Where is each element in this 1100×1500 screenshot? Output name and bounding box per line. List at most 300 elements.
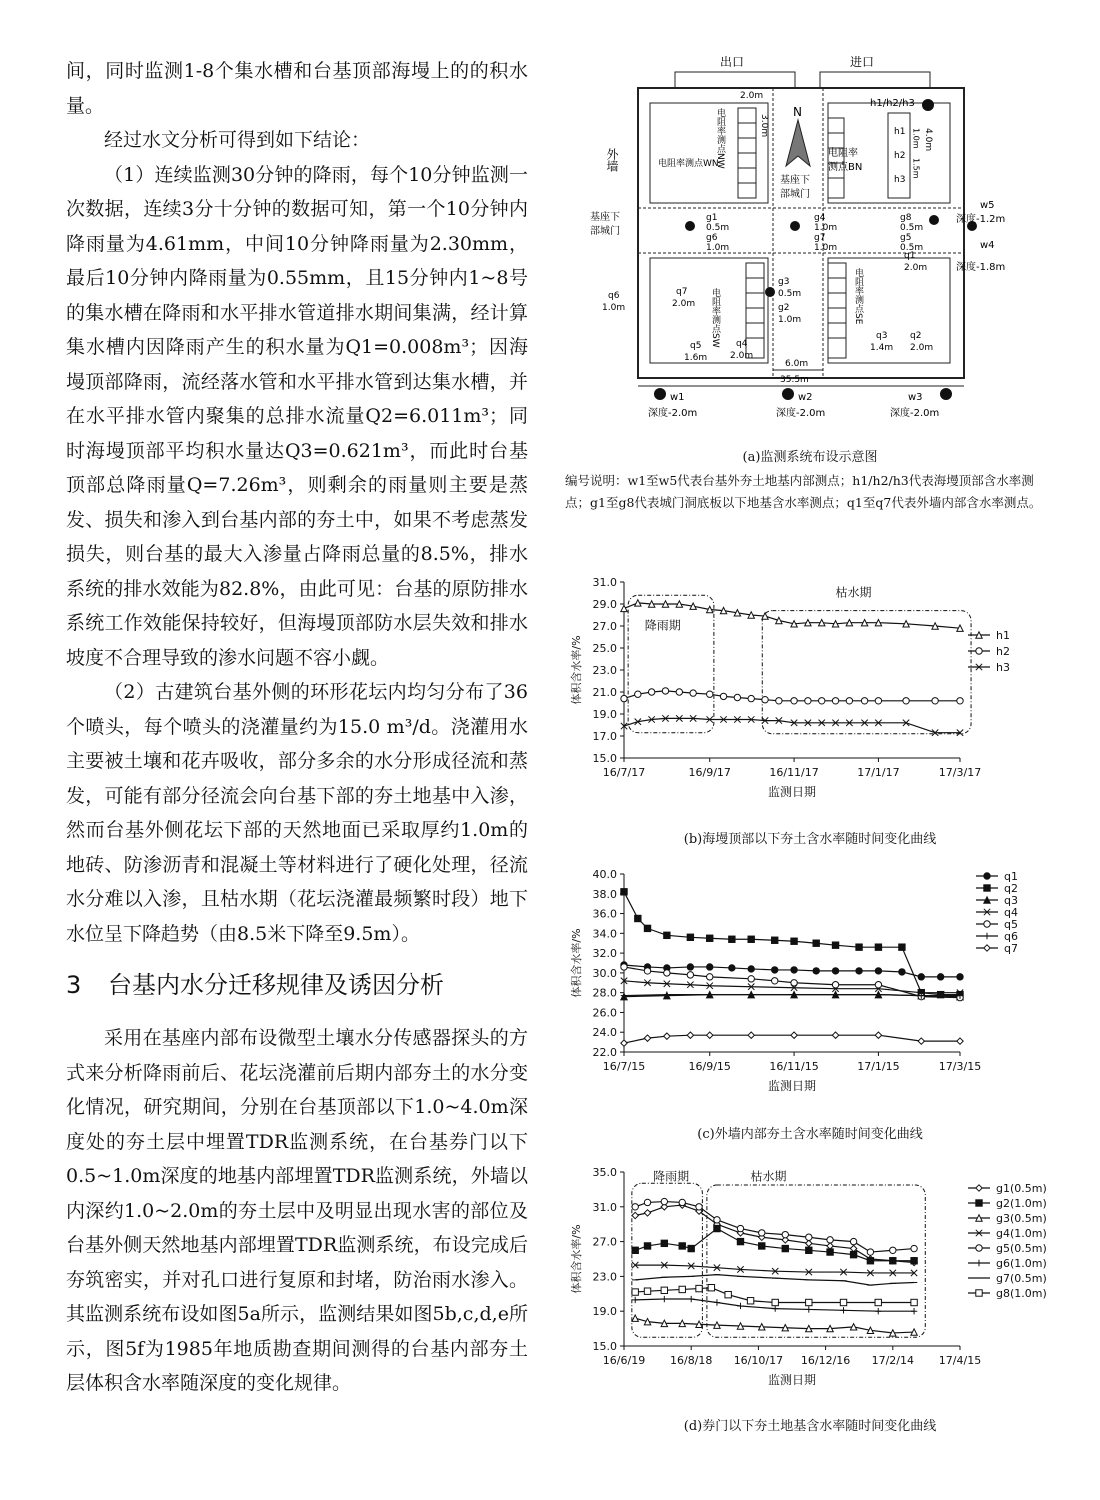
legend-label-q5: q5 bbox=[1004, 918, 1018, 931]
data-point-g5(0.5m) bbox=[890, 1247, 896, 1253]
section-title: 台基内水分迁移规律及诱因分析 bbox=[108, 971, 444, 999]
data-point-q7 bbox=[791, 1032, 797, 1038]
data-point-g5(0.5m) bbox=[911, 1245, 917, 1251]
period-box bbox=[762, 611, 971, 734]
data-point-q7 bbox=[918, 1038, 924, 1044]
x-tick-label: 17/1/15 bbox=[857, 1060, 900, 1073]
y-tick-label: 31.0 bbox=[592, 576, 617, 589]
north-label: N bbox=[793, 105, 802, 119]
data-point-q2 bbox=[635, 915, 641, 921]
g5-depth: 0.5m bbox=[900, 243, 924, 253]
data-point-g6(1.0m) bbox=[688, 1296, 694, 1302]
q5-label: q5 bbox=[690, 341, 702, 351]
data-point-q2 bbox=[856, 944, 862, 950]
data-point-h2 bbox=[776, 698, 782, 704]
data-point-q1 bbox=[937, 974, 943, 980]
data-point-h2 bbox=[762, 697, 768, 703]
data-point-g1(0.5m) bbox=[850, 1245, 856, 1251]
data-point-q1 bbox=[707, 964, 713, 970]
probe-w1-marker bbox=[654, 388, 666, 400]
data-point-q5 bbox=[832, 982, 838, 988]
y-tick-label: 15.0 bbox=[592, 1340, 617, 1353]
data-point-q5 bbox=[748, 976, 754, 982]
h-group-label: h1/h2/h3 bbox=[870, 98, 915, 109]
x-axis-title: 监测日期 bbox=[767, 1373, 817, 1387]
data-point-g2(1.0m) bbox=[782, 1245, 788, 1251]
data-point-q5 bbox=[664, 970, 670, 976]
data-point-g2(1.0m) bbox=[827, 1249, 833, 1255]
g2-depth: 1.0m bbox=[778, 315, 802, 325]
legend-label-h2: h2 bbox=[996, 645, 1010, 658]
figure-d-caption: (d)券门以下夯土地基含水率随时间变化曲线 bbox=[683, 1419, 937, 1434]
data-point-g2(1.0m) bbox=[867, 1258, 873, 1264]
y-tick-label: 34.0 bbox=[592, 927, 617, 941]
data-point-g8(1.0m) bbox=[661, 1287, 667, 1293]
data-point-q5 bbox=[687, 972, 693, 978]
data-point-h2 bbox=[621, 695, 627, 701]
data-point-q7 bbox=[621, 1040, 627, 1046]
y-tick-label: 31.0 bbox=[592, 1200, 617, 1214]
data-point-g8(1.0m) bbox=[632, 1289, 638, 1295]
data-point-g8(1.0m) bbox=[679, 1286, 685, 1292]
period-label: 降雨期 bbox=[653, 1169, 690, 1184]
data-point-h2 bbox=[791, 698, 797, 704]
data-point-g5(0.5m) bbox=[644, 1199, 650, 1205]
data-point-q2 bbox=[707, 935, 713, 941]
outer-wall-label: 外墙 bbox=[605, 148, 619, 172]
x-tick-label: 17/3/15 bbox=[938, 1060, 982, 1073]
dim-3m: 3.0m bbox=[759, 114, 769, 138]
figure-c-caption: (c)外墙内部夯土含水率随时间变化曲线 bbox=[697, 1127, 923, 1142]
legend-label-q7: q7 bbox=[1004, 942, 1018, 955]
data-point-g1(0.5m) bbox=[632, 1212, 638, 1218]
period-label: 降雨期 bbox=[644, 618, 681, 633]
h2-label: h2 bbox=[894, 151, 906, 161]
legend-marker-g6(1.0m) bbox=[976, 1260, 982, 1266]
resistivity-sw-label: 电阻率测点SW bbox=[710, 288, 720, 348]
g6-label: g6 bbox=[706, 233, 718, 243]
w4-label: w4 bbox=[980, 240, 995, 251]
section-number: 3 bbox=[66, 971, 82, 999]
q6-label: q6 bbox=[608, 291, 620, 301]
g7-label: g7 bbox=[814, 233, 826, 243]
data-point-q7 bbox=[875, 1032, 881, 1038]
data-point-q5 bbox=[791, 980, 797, 986]
data-point-q7 bbox=[957, 1038, 963, 1044]
data-point-g6(1.0m) bbox=[714, 1299, 720, 1305]
data-point-g2(1.0m) bbox=[679, 1243, 685, 1249]
data-point-g1(0.5m) bbox=[806, 1240, 812, 1246]
g1-label: g1 bbox=[706, 213, 718, 223]
data-point-q7 bbox=[664, 1033, 670, 1039]
q3-depth: 1.4m bbox=[870, 343, 894, 353]
legend-marker-g5(0.5m) bbox=[976, 1245, 982, 1251]
data-point-q2 bbox=[813, 940, 819, 946]
data-point-g5(0.5m) bbox=[850, 1238, 856, 1244]
data-point-h2 bbox=[832, 698, 838, 704]
data-point-g5(0.5m) bbox=[737, 1225, 743, 1231]
w3-label: w3 bbox=[908, 392, 923, 403]
data-point-h2 bbox=[707, 691, 713, 697]
legend-label-g7(0.5m): g7(0.5m) bbox=[996, 1272, 1047, 1285]
chart-d-svg bbox=[560, 1158, 1060, 1403]
data-point-q7 bbox=[832, 1032, 838, 1038]
data-point-g2(1.0m) bbox=[644, 1243, 650, 1249]
data-point-h2 bbox=[875, 698, 881, 704]
legend-marker-h2 bbox=[976, 648, 982, 654]
data-point-g2(1.0m) bbox=[632, 1247, 638, 1253]
monitoring-layout-diagram bbox=[560, 48, 1060, 428]
data-point-h2 bbox=[662, 688, 668, 694]
section-heading bbox=[66, 965, 528, 1005]
legend-label-q4: q4 bbox=[1004, 906, 1018, 919]
legend-label-g2(1.0m): g2(1.0m) bbox=[996, 1197, 1047, 1210]
data-point-g2(1.0m) bbox=[806, 1247, 812, 1253]
q6-depth: 1.0m bbox=[602, 303, 626, 313]
data-point-h2 bbox=[846, 698, 852, 704]
data-point-g8(1.0m) bbox=[875, 1299, 881, 1305]
q7-depth: 2.0m bbox=[672, 299, 696, 309]
y-axis-title: 体积含水率/% bbox=[570, 635, 583, 705]
x-tick-label: 16/9/15 bbox=[688, 1060, 731, 1073]
data-point-g5(0.5m) bbox=[714, 1217, 720, 1223]
w4-depth: 深度-1.8m bbox=[956, 262, 1006, 273]
y-axis-title: 体积含水率/% bbox=[570, 928, 583, 998]
data-point-q5 bbox=[621, 964, 627, 970]
data-point-h1 bbox=[621, 605, 627, 611]
g6-depth: 1.0m bbox=[706, 243, 730, 253]
data-point-h2 bbox=[748, 695, 754, 701]
y-tick-label: 40.0 bbox=[592, 868, 617, 881]
data-point-q5 bbox=[707, 974, 713, 980]
gate-left-label-1: 基座下 bbox=[590, 212, 620, 223]
q2-depth: 2.0m bbox=[910, 343, 934, 353]
series-line-g7(0.5m) bbox=[635, 1275, 914, 1285]
data-point-q2 bbox=[772, 937, 778, 943]
chart-c-svg bbox=[560, 864, 1060, 1109]
gate-center-label-2: 部城门 bbox=[780, 189, 810, 200]
legend-label-g6(1.0m): g6(1.0m) bbox=[996, 1257, 1047, 1270]
legend-label-g1(0.5m): g1(0.5m) bbox=[996, 1182, 1047, 1195]
figure-b-caption: (b)海墁顶部以下夯土含水率随时间变化曲线 bbox=[683, 832, 937, 847]
y-tick-label: 27.0 bbox=[592, 1235, 617, 1249]
data-point-g6(1.0m) bbox=[911, 1308, 917, 1314]
data-point-q1 bbox=[832, 968, 838, 974]
resistivity-bn-label-1: 电阻率 bbox=[828, 148, 858, 159]
data-point-h2 bbox=[720, 693, 726, 699]
legend-marker-q6 bbox=[984, 933, 990, 939]
entry-label: 进口 bbox=[850, 55, 875, 69]
data-point-q1 bbox=[899, 969, 905, 975]
paragraph-continuation: 间，同时监测1-8个集水槽和台基顶部海墁上的的积水量。 bbox=[66, 60, 528, 117]
data-point-g2(1.0m) bbox=[688, 1245, 694, 1251]
data-point-g5(0.5m) bbox=[632, 1204, 638, 1210]
data-point-g6(1.0m) bbox=[806, 1306, 812, 1312]
x-tick-label: 17/4/15 bbox=[938, 1354, 982, 1367]
y-tick-label: 27.0 bbox=[592, 620, 617, 633]
x-tick-label: 16/8/18 bbox=[669, 1354, 713, 1367]
g1-depth: 0.5m bbox=[706, 223, 730, 233]
legend-marker-q7 bbox=[984, 945, 990, 951]
top-parapet-left bbox=[675, 72, 795, 88]
data-point-h2 bbox=[861, 698, 867, 704]
data-point-h2 bbox=[819, 698, 825, 704]
data-point-h2 bbox=[635, 691, 641, 697]
g3-depth: 0.5m bbox=[778, 289, 802, 299]
g8-label: g8 bbox=[900, 213, 912, 223]
data-point-q5 bbox=[644, 968, 650, 974]
y-tick-label: 30.0 bbox=[592, 966, 617, 980]
x-tick-label: 16/11/15 bbox=[769, 1060, 819, 1073]
data-point-h2 bbox=[805, 698, 811, 704]
w2-depth: 深度-2.0m bbox=[776, 408, 826, 419]
data-point-q1 bbox=[813, 968, 819, 974]
data-point-g2(1.0m) bbox=[737, 1238, 743, 1244]
x-tick-label: 16/10/17 bbox=[733, 1354, 784, 1367]
period-box bbox=[628, 595, 714, 733]
data-point-g8(1.0m) bbox=[772, 1299, 778, 1305]
data-point-g5(0.5m) bbox=[782, 1231, 788, 1237]
data-point-g2(1.0m) bbox=[661, 1240, 667, 1246]
paragraph-method: 采用在基座内部布设微型土壤水分传感器探头的方式来分析降雨前后、花坛浇灌前后期内部夯土的水分变化情况，研究期间，分别在台基顶部以下1.0~4.0m深度处的夯土层中埋置TDR监测系统，在台基券门以下0.5~1.0m深度的地基内部埋置TDR监测系统，外墙以内深约1.0~2.0m的夯土层中及明显出现水害的部位及台基外侧天然地基内部埋置TDR监测系统，布设完成后夯筑密实，并对孔口进行复原和封堵，防治雨水渗入。其监测系统布设如图5a所示，监测结果如图5b,c,d,e所示，图5f为1985年地质勘查期间测得的台基内部夯土层体积含水率随深度的变化规律。 bbox=[66, 1027, 528, 1394]
legend-label-q1: q1 bbox=[1004, 870, 1018, 883]
data-point-q1 bbox=[772, 967, 778, 973]
y-tick-label: 17.0 bbox=[592, 730, 617, 743]
gate-left-label-2: 部城门 bbox=[590, 226, 620, 237]
probe-g8-marker bbox=[929, 215, 939, 225]
data-point-g5(0.5m) bbox=[867, 1249, 873, 1255]
data-point-q1 bbox=[729, 965, 735, 971]
legend-label-q3: q3 bbox=[1004, 894, 1018, 907]
data-point-q7 bbox=[687, 1032, 693, 1038]
legend-marker-q5 bbox=[984, 921, 990, 927]
data-point-g5(0.5m) bbox=[759, 1230, 765, 1236]
data-point-q7 bbox=[644, 1035, 650, 1041]
g7-depth: 1.0m bbox=[814, 243, 838, 253]
data-point-g5(0.5m) bbox=[696, 1204, 702, 1210]
data-point-q7 bbox=[707, 1032, 713, 1038]
w1-label: w1 bbox=[670, 392, 685, 403]
data-point-g5(0.5m) bbox=[827, 1237, 833, 1243]
h3-label: h3 bbox=[894, 175, 906, 185]
data-point-q1 bbox=[748, 966, 754, 972]
g2-label: g2 bbox=[778, 303, 790, 313]
data-point-q1 bbox=[957, 974, 963, 980]
series-line-g5(0.5m) bbox=[635, 1202, 914, 1252]
gate-center-label-1: 基座下 bbox=[780, 175, 810, 186]
data-point-g3(0.5m) bbox=[632, 1315, 638, 1321]
data-point-h2 bbox=[648, 689, 654, 695]
figure-c bbox=[560, 864, 1060, 1109]
data-point-g8(1.0m) bbox=[806, 1299, 812, 1305]
w1-depth: 深度-2.0m bbox=[648, 408, 698, 419]
probe-hhh-marker bbox=[922, 99, 934, 111]
legend-marker-g2(1.0m) bbox=[976, 1200, 982, 1206]
data-point-h2 bbox=[957, 698, 963, 704]
data-point-h2 bbox=[676, 689, 682, 695]
y-tick-label: 21.0 bbox=[592, 686, 617, 699]
data-point-g8(1.0m) bbox=[696, 1285, 702, 1291]
data-point-q2 bbox=[687, 934, 693, 940]
w5-depth: 深度-1.2m bbox=[956, 214, 1006, 225]
y-tick-label: 15.0 bbox=[592, 752, 617, 765]
dim-6m: 6.0m bbox=[785, 359, 809, 369]
data-point-g6(1.0m) bbox=[737, 1303, 743, 1309]
g4-label: g4 bbox=[814, 213, 826, 223]
figure-a-caption: (a)监测系统布设示意图 bbox=[742, 450, 878, 465]
data-point-q2 bbox=[621, 889, 627, 895]
data-point-h2 bbox=[690, 690, 696, 696]
top-parapet-right bbox=[820, 72, 930, 88]
y-tick-label: 29.0 bbox=[592, 598, 617, 611]
data-point-q2 bbox=[644, 925, 650, 931]
dim-35-5m: 35.5m bbox=[780, 375, 809, 385]
w3-depth: 深度-2.0m bbox=[890, 408, 940, 419]
exit-label: 出口 bbox=[720, 55, 745, 69]
y-tick-label: 22.0 bbox=[592, 1046, 617, 1059]
y-tick-label: 23.0 bbox=[592, 1270, 617, 1284]
data-point-h2 bbox=[932, 698, 938, 704]
probe-w3-marker bbox=[940, 388, 952, 400]
legend-label-g4(1.0m): g4(1.0m) bbox=[996, 1227, 1047, 1240]
legend-marker-g1(0.5m) bbox=[976, 1185, 982, 1191]
data-point-g2(1.0m) bbox=[759, 1243, 765, 1249]
x-tick-label: 17/2/14 bbox=[871, 1354, 915, 1367]
q4-depth: 2.0m bbox=[730, 351, 754, 361]
data-point-g2(1.0m) bbox=[714, 1225, 720, 1231]
legend-marker-q1 bbox=[984, 873, 990, 879]
x-tick-label: 16/7/17 bbox=[602, 766, 646, 779]
x-tick-label: 16/9/17 bbox=[688, 766, 731, 779]
x-tick-label: 16/7/15 bbox=[602, 1060, 646, 1073]
chart-b-svg bbox=[560, 570, 1060, 815]
y-tick-label: 19.0 bbox=[592, 708, 617, 721]
y-tick-label: 28.0 bbox=[592, 986, 617, 1000]
paragraph-conclusion-2: （2）古建筑台基外侧的环形花坛内均匀分布了36个喷头，每个喷头的浇灌量约为15.0 m³/d。浇灌用水主要被土壤和花卉吸收，部分多余的水分形成径流和蒸发，可能有部分径流会向台基下部的夯土地基中入渗，然而台基外侧花坛下部的天然地面已采取厚约1.0m的地砖、防渗沥青和混凝土等材料进行了硬化处理，径流水分难以入渗，且枯水期（花坛浇灌最频繁时段）地下水位呈下降趋势（由8.5米下降至9.5m）。 bbox=[66, 681, 528, 945]
y-tick-label: 25.0 bbox=[592, 642, 617, 655]
data-point-q1 bbox=[875, 968, 881, 974]
q2-label: q2 bbox=[910, 331, 922, 341]
data-point-q2 bbox=[729, 936, 735, 942]
legend-label-h3: h3 bbox=[996, 661, 1010, 674]
data-point-g2(1.0m) bbox=[850, 1251, 856, 1257]
x-tick-label: 17/1/17 bbox=[857, 766, 900, 779]
probe-g1-marker bbox=[685, 221, 695, 231]
q3-label: q3 bbox=[876, 331, 888, 341]
y-tick-label: 36.0 bbox=[592, 907, 617, 921]
legend-label-g3(0.5m): g3(0.5m) bbox=[996, 1212, 1047, 1225]
data-point-g6(1.0m) bbox=[772, 1305, 778, 1311]
body-text-column bbox=[66, 54, 528, 1401]
data-point-q2 bbox=[791, 938, 797, 944]
data-point-q7 bbox=[748, 1032, 754, 1038]
x-axis-title: 监测日期 bbox=[767, 785, 817, 799]
data-point-g1(0.5m) bbox=[644, 1210, 650, 1216]
period-label: 枯水期 bbox=[750, 1169, 787, 1184]
y-tick-label: 19.0 bbox=[592, 1305, 617, 1319]
probe-g3-marker bbox=[765, 287, 775, 297]
x-tick-label: 16/12/16 bbox=[800, 1354, 851, 1367]
period-label: 枯水期 bbox=[835, 585, 872, 600]
data-point-q1 bbox=[856, 968, 862, 974]
dim-1m-h: 1.0m bbox=[911, 128, 921, 149]
g4-depth: 1.0m bbox=[814, 223, 838, 233]
data-point-q2 bbox=[748, 936, 754, 942]
data-point-q1 bbox=[687, 964, 693, 970]
y-tick-label: 26.0 bbox=[592, 1006, 617, 1020]
h1-label: h1 bbox=[894, 127, 906, 137]
data-point-q1 bbox=[791, 967, 797, 973]
dim-1-5m-h: 1.5m bbox=[911, 158, 921, 179]
figure-a-note: 编号说明：w1至w5代表台基外夯土地基内部测点；h1/h2/h3代表海墁顶部含水率测点；g1至g8代表城门洞底板以下地基含水率测点；q1至q7代表外墙内部含水率测点。 bbox=[565, 473, 1042, 510]
g8-depth: 0.5m bbox=[900, 223, 924, 233]
data-point-g6(1.0m) bbox=[875, 1308, 881, 1314]
figure-b bbox=[560, 570, 1060, 815]
legend-label-g8(1.0m): g8(1.0m) bbox=[996, 1287, 1047, 1300]
data-point-g1(0.5m) bbox=[827, 1243, 833, 1249]
legend-label-q2: q2 bbox=[1004, 882, 1018, 895]
resistivity-bn-label-2: 测点BN bbox=[828, 162, 863, 173]
w5-label: w5 bbox=[980, 200, 995, 211]
y-tick-label: 24.0 bbox=[592, 1026, 617, 1040]
resistivity-se-label: 电阻率测点SE bbox=[853, 268, 863, 325]
legend-label-h1: h1 bbox=[996, 629, 1010, 642]
data-point-q2 bbox=[832, 942, 838, 948]
data-point-g8(1.0m) bbox=[725, 1291, 731, 1297]
figure-a bbox=[560, 48, 1060, 428]
data-point-g6(1.0m) bbox=[840, 1307, 846, 1313]
data-point-g6(1.0m) bbox=[661, 1296, 667, 1302]
resistivity-nw-label: 电阻率测点NW bbox=[715, 108, 725, 169]
y-tick-label: 35.0 bbox=[592, 1166, 617, 1179]
g5-label: g5 bbox=[900, 233, 912, 243]
x-tick-label: 17/3/17 bbox=[938, 766, 982, 779]
q7-label: q7 bbox=[676, 287, 688, 297]
paragraph-conclusion-1: （1）连续监测30分钟的降雨，每个10分钟监测一次数据，连续3分十分钟的数据可知，第一个10分钟内降雨量为4.61mm，中间10分钟降雨量为2.30mm，最后10分钟内降雨量为0.55mm，且15分钟内1~8号的集水槽在降雨和水平排水管道排水期间集满，经计算集水槽内因降雨产生的积水量为Q1=0.008m³；因海墁顶部降雨，流经落水管和水平排水管到达集水槽，并在水平排水管内聚集的总排水流量Q2=6.011m³；同时海墁顶部平均积水量达Q3=0.621m³，而此时台基顶部总降雨量Q=7.26m³，则剩余的雨量则主要是蒸发、损失和渗入到台基内部的夯土中，如果不考虑蒸发损失，则台基的最大入渗量占降雨总量的8.5%，排水系统的排水效能为82.8%，由此可见：台基的原防排水系统工作效能保持较好，但海墁顶部防水层失效和排水坡度不合理导致的渗水问题不容小觑。 bbox=[66, 163, 528, 669]
data-point-h2 bbox=[734, 694, 740, 700]
data-point-g5(0.5m) bbox=[806, 1234, 812, 1240]
data-point-q1 bbox=[918, 974, 924, 980]
x-axis-title: 监测日期 bbox=[767, 1079, 817, 1093]
legend-label-q6: q6 bbox=[1004, 930, 1018, 943]
data-point-q2 bbox=[875, 944, 881, 950]
data-point-q5 bbox=[772, 978, 778, 984]
figure-d bbox=[560, 1158, 1060, 1403]
y-tick-label: 32.0 bbox=[592, 947, 617, 961]
dim-2m-top: 2.0m bbox=[740, 91, 764, 101]
y-tick-label: 23.0 bbox=[592, 664, 617, 677]
data-point-g8(1.0m) bbox=[747, 1298, 753, 1304]
data-point-g5(0.5m) bbox=[661, 1198, 667, 1204]
data-point-g8(1.0m) bbox=[911, 1299, 917, 1305]
data-point-g8(1.0m) bbox=[644, 1288, 650, 1294]
w2-label: w2 bbox=[798, 392, 813, 403]
g3-label: g3 bbox=[778, 277, 790, 287]
data-point-g8(1.0m) bbox=[708, 1285, 714, 1291]
q5-depth: 1.6m bbox=[684, 353, 708, 363]
legend-marker-g8(1.0m) bbox=[976, 1290, 982, 1296]
y-axis-title: 体积含水率/% bbox=[570, 1224, 583, 1294]
data-point-g2(1.0m) bbox=[890, 1258, 896, 1264]
data-point-g6(1.0m) bbox=[632, 1297, 638, 1303]
q4-label: q4 bbox=[736, 339, 748, 349]
data-point-g8(1.0m) bbox=[840, 1299, 846, 1305]
paragraph-conclusion-intro: 经过水文分析可得到如下结论： bbox=[104, 129, 371, 151]
dim-4m: 4.0m bbox=[923, 128, 933, 152]
data-point-g2(1.0m) bbox=[911, 1258, 917, 1264]
data-point-q2 bbox=[899, 944, 905, 950]
probe-w2-marker bbox=[782, 388, 794, 400]
